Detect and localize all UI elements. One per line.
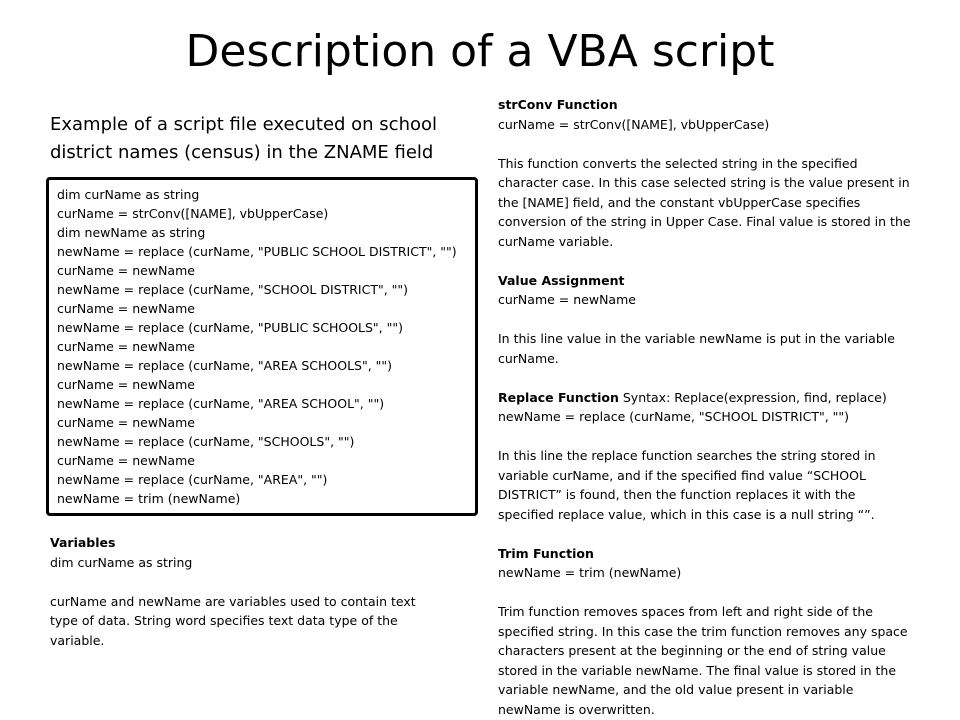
code-line: newName = replace (curName, "SCHOOL DISTRICT", "") [57, 282, 409, 297]
trim-desc-line: variable newName, and the old value present in variable [498, 682, 854, 697]
assignment-desc-line: In this line value in the variable newName is put in the variable [498, 331, 895, 346]
trim-code: newName = trim (newName) [498, 565, 682, 580]
strconv-desc-line: conversion of the string in Upper Case. Final value is stored in the [498, 214, 911, 229]
strconv-desc-line: the [NAME] field, and the constant vbUpperCase specifies [498, 194, 861, 210]
trim-desc-line: characters present at the beginning or the end of string value [498, 643, 886, 658]
code-line: newName = replace (curName, "PUBLIC SCHOOL DISTRICT", "") [57, 244, 457, 259]
variables-desc-line: variable. [50, 632, 105, 648]
trim-desc-line: specified string. In this case the trim function removes any space [498, 623, 908, 639]
replace-desc-line: specified replace value, which in this case is a null string “”. [498, 506, 875, 522]
assignment-heading: Value Assignment [498, 272, 625, 288]
code-line: curName = newName [57, 339, 195, 354]
code-line: dim curName as string [57, 187, 200, 202]
strconv-code: curName = strConv([NAME], vbUpperCase) [498, 116, 770, 132]
code-line: curName = newName [57, 301, 195, 316]
code-line: newName = replace (curName, "PUBLIC SCHOOLS", "") [57, 320, 404, 335]
strconv-desc-line: curName variable. [498, 233, 614, 249]
replace-desc-line: DISTRICT” is found, then the function replaces it with the [498, 487, 856, 502]
code-line: curName = newName [57, 377, 195, 392]
variables-section [50, 533, 470, 650]
replace-desc-line: variable curName, and if the specified find value “SCHOOL [498, 467, 866, 483]
slide-title: Description of a VBA script [185, 26, 775, 77]
code-line: newName = replace (curName, "SCHOOLS", "") [57, 434, 355, 449]
code-line: curName = newName [57, 263, 195, 278]
code-line: curName = strConv([NAME], vbUpperCase) [57, 206, 329, 221]
trim-heading: Trim Function [498, 545, 594, 561]
strconv-desc-line: This function converts the selected string in the specified [498, 155, 858, 171]
code-line: dim newName as string [57, 225, 206, 240]
replace-desc-line: In this line the replace function searches the string stored in [498, 448, 876, 463]
code-line: newName = replace (curName, "AREA SCHOOL", "") [57, 396, 385, 411]
subtitle-line: district names (census) in the ZNAME field [50, 142, 434, 163]
code-line: curName = newName [57, 415, 195, 430]
replace-heading: Replace Function [498, 389, 619, 405]
assignment-code: curName = newName [498, 292, 636, 307]
strconv-desc-line: character case. In this case selected string is the value present in [498, 175, 910, 190]
explanations-column [498, 95, 948, 719]
assignment-desc-line: curName. [498, 350, 559, 366]
code-line: curName = newName [57, 453, 195, 468]
replace-syntax: Syntax: Replace(expression, find, replace) [618, 389, 887, 405]
replace-code: newName = replace (curName, "SCHOOL DISTRICT", "") [498, 409, 850, 424]
variables-heading: Variables [50, 535, 116, 550]
replace-heading-line [498, 388, 948, 408]
variables-desc-line: type of data. String word specifies text data type of the [50, 613, 398, 628]
trim-desc-line: newName is overwritten. [498, 701, 655, 717]
trim-desc-line: Trim function removes spaces from left and right side of the [498, 604, 873, 619]
subtitle-line: Example of a script file executed on school [50, 114, 438, 135]
code-line: newName = replace (curName, "AREA SCHOOLS", "") [57, 358, 393, 373]
variables-desc-line: curName and newName are variables used to contain text [50, 593, 416, 609]
variables-code: dim curName as string [50, 554, 193, 570]
code-box [46, 177, 478, 516]
code-line: newName = trim (newName) [57, 491, 241, 506]
strconv-heading: strConv Function [498, 97, 618, 112]
trim-desc-line: stored in the variable newName. The final value is stored in the [498, 662, 897, 678]
code-line: newName = replace (curName, "AREA", "") [57, 472, 328, 487]
subtitle [50, 111, 490, 167]
